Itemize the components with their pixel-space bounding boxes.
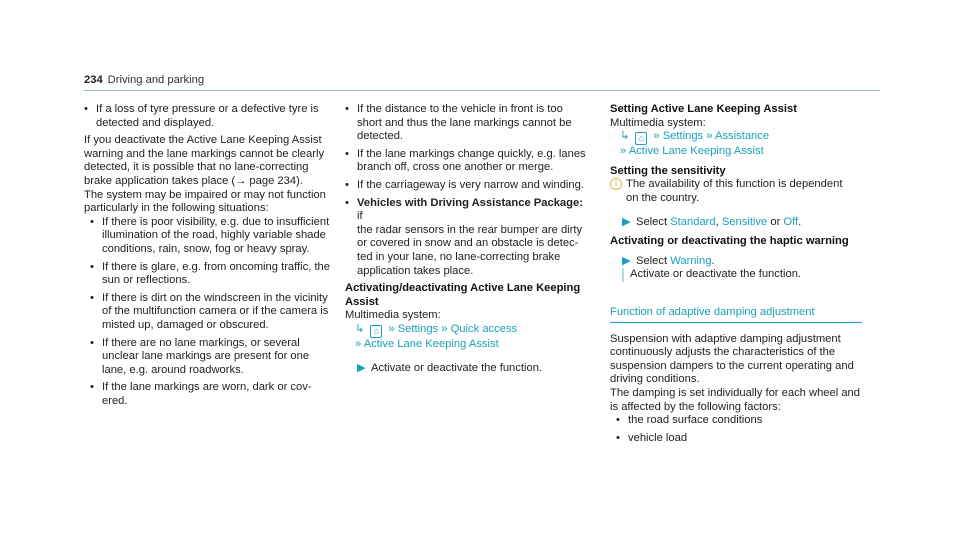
multimedia-label: Multimedia system: bbox=[610, 116, 706, 129]
page-number: 234 bbox=[84, 74, 103, 86]
note: i The availability of this function is dependent on the country. bbox=[610, 178, 872, 205]
column-middle bbox=[345, 103, 589, 375]
chevron-icon: » bbox=[441, 322, 448, 335]
action-step: ▶ Select Warning. bbox=[622, 254, 715, 267]
list-item: • If there is dirt on the windscreen in the vicinity of the multifunction camera or if the camera is misted up, damaged or obscured. bbox=[90, 292, 332, 333]
heading-setting: Setting Active Lane Keeping Assist bbox=[610, 103, 797, 115]
nav-settings[interactable]: Settings bbox=[397, 322, 439, 335]
option-sensitive[interactable]: Sensitive bbox=[721, 215, 768, 228]
play-icon: ▶ bbox=[357, 361, 366, 374]
list-item: • If the lane markings change quickly, e.g. lanes branch off, cross one another or merge. bbox=[345, 148, 589, 175]
heading-activating: Activating/deactivating Active Lane Keeping Assist bbox=[345, 282, 581, 308]
nav-path-2 bbox=[345, 338, 589, 352]
column-right bbox=[610, 103, 872, 449]
info-icon: i bbox=[610, 178, 622, 190]
list-item: • If the distance to the vehicle in front is too short and thus the lane markings cannot be detected. bbox=[345, 103, 589, 144]
section-title: Function of adaptive damping adjustment bbox=[610, 306, 862, 323]
home-icon: ⌂ bbox=[635, 132, 647, 145]
play-icon: ▶ bbox=[622, 254, 631, 267]
play-icon: ▶ bbox=[622, 215, 631, 228]
action-step: ▶ Select Standard, Sensitive or Off. bbox=[622, 215, 802, 228]
list-item: • vehicle load bbox=[616, 432, 872, 446]
nav-path bbox=[610, 130, 872, 145]
section-name: Driving and parking bbox=[107, 74, 205, 86]
page-header bbox=[84, 74, 204, 88]
multimedia-label: Multimedia system: bbox=[345, 309, 441, 322]
return-arrow-icon: ↳ bbox=[620, 130, 630, 143]
paragraph-impaired: The system may be impaired or may not function particularly in the following situations: bbox=[84, 188, 326, 215]
list-item: • If the lane markings are worn, dark or cov- ered. bbox=[90, 381, 332, 408]
nav-active-lane[interactable]: Active Lane Keeping Assist bbox=[363, 337, 499, 350]
nav-assistance[interactable]: Assistance bbox=[715, 130, 770, 143]
return-arrow-icon: ↳ bbox=[355, 322, 365, 335]
option-off[interactable]: Off bbox=[783, 215, 799, 228]
paragraph-deactivate: If you deactivate the Active Lane Keeping Assist warning and the lane markings cannot be clearly detected, it is possible that no lane-correcting brake application takes place (→ page 234). bbox=[84, 134, 325, 187]
chevron-icon: » bbox=[620, 145, 627, 158]
nav-path bbox=[345, 323, 589, 338]
chevron-icon: » bbox=[653, 130, 660, 143]
chevron-icon: » bbox=[706, 130, 713, 143]
paragraph-damping: The damping is set individually for each wheel and is affected by the following factors: bbox=[610, 386, 860, 413]
paragraph-suspension: Suspension with adaptive damping adjustment continuously adjusts the characteristics of the suspension dampers to the current operating and driving conditions. bbox=[610, 332, 854, 386]
home-icon: ⌂ bbox=[370, 325, 382, 338]
heading-haptic: Activating or deactivating the haptic warning bbox=[610, 235, 849, 248]
list-item: • If the carriageway is very narrow and winding. bbox=[345, 179, 589, 193]
nav-path-2 bbox=[610, 145, 872, 159]
list-item: • If a loss of tyre pressure or a defective tyre is detected and displayed. bbox=[84, 103, 332, 130]
list-item: • If there is poor visibility, e.g. due to insufficient illumination of the road, highly variable shade conditions, rain, snow, fog or heavy spray. bbox=[90, 216, 332, 257]
chevron-icon: » bbox=[355, 337, 362, 350]
list-item: • If there are no lane markings, or several unclear lane markings are present for one lane, e.g. around roadworks. bbox=[90, 337, 332, 378]
list-item: • If there is glare, e.g. from oncoming traffic, the sun or reflections. bbox=[90, 261, 332, 288]
nav-settings[interactable]: Settings bbox=[662, 130, 704, 143]
header-rule bbox=[84, 90, 880, 91]
nav-quick-access[interactable]: Quick access bbox=[450, 322, 518, 335]
nav-active-lane[interactable]: Active Lane Keeping Assist bbox=[628, 145, 764, 158]
chevron-icon: » bbox=[388, 322, 395, 335]
result-text: Activate or deactivate the function. bbox=[622, 268, 872, 282]
option-warning[interactable]: Warning bbox=[670, 254, 712, 267]
action-step: ▶ Activate or deactivate the function. bbox=[357, 361, 543, 374]
list-item: • the road surface conditions bbox=[616, 414, 872, 428]
list-item-package: • Vehicles with Driving Assistance Package: if the radar sensors in the rear bumper are dirty or covered in snow and an obstacle is detec- ted in your lane, no lane-correcting brake application takes place. bbox=[345, 197, 589, 279]
heading-sensitivity: Setting the sensitivity bbox=[610, 164, 726, 177]
option-standard[interactable]: Standard bbox=[670, 215, 716, 228]
column-left bbox=[84, 103, 332, 412]
